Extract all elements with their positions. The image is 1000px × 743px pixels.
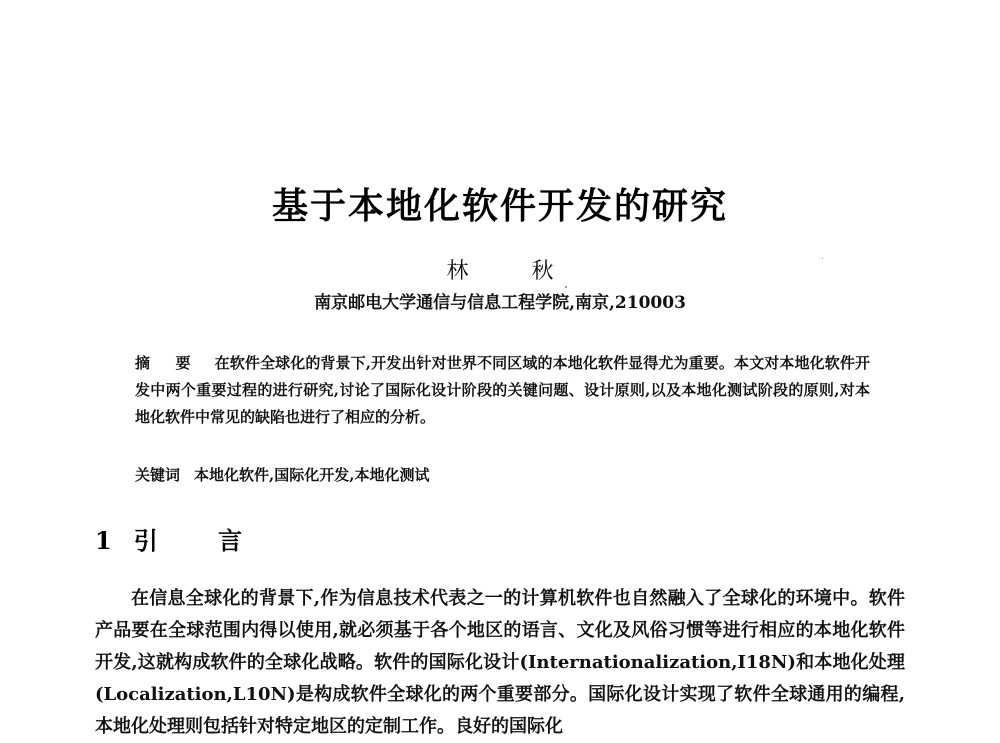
section-title: 引 言 [133,527,269,555]
abstract-label: 摘 要 [135,354,201,372]
keywords-label: 关键词 [135,466,181,484]
scan-speck [822,258,823,259]
scan-speck [565,286,567,288]
body-paragraph: 在信息全球化的背景下,作为信息技术代表之一的计算机软件也自然融入了全球化的环境中。软件产品要在全球范围内得以使用,就必须基于各个地区的语言、文化及风俗习惯等进行相应的本地化软件开发,这就构成软件的全球化战略。软件的国际化设计(Internationalization,I18N)和本地化处理(Localization,L10N)是构成软件全球化的两个重要部分。国际化设计实现了软件全球通用的编程,本地化处理则包括针对特定地区的定制工作。良好的国际化 [95,588,905,737]
keywords-text: 本地化软件,国际化开发,本地化测试 [194,466,430,484]
abstract-block [135,350,870,431]
abstract-text: 在软件全球化的背景下,开发出针对世界不同区域的本地化软件显得尤为重要。本文对本地化软件开发中两个重要过程的进行研究,讨论了国际化设计阶段的关键问题、设计原则,以及本地化测试阶段的原则,对本地化软件中常见的缺陷也进行了相应的分析。 [135,354,870,426]
section-number: 1 [95,526,112,555]
author-affiliation: 南京邮电大学通信与信息工程学院,南京,210003 [314,293,686,313]
keywords-block [135,464,870,485]
author-name: 林 秋 [446,259,582,284]
section-heading [95,521,268,556]
paper-title: 基于本地化软件开发的研究 [271,186,728,227]
